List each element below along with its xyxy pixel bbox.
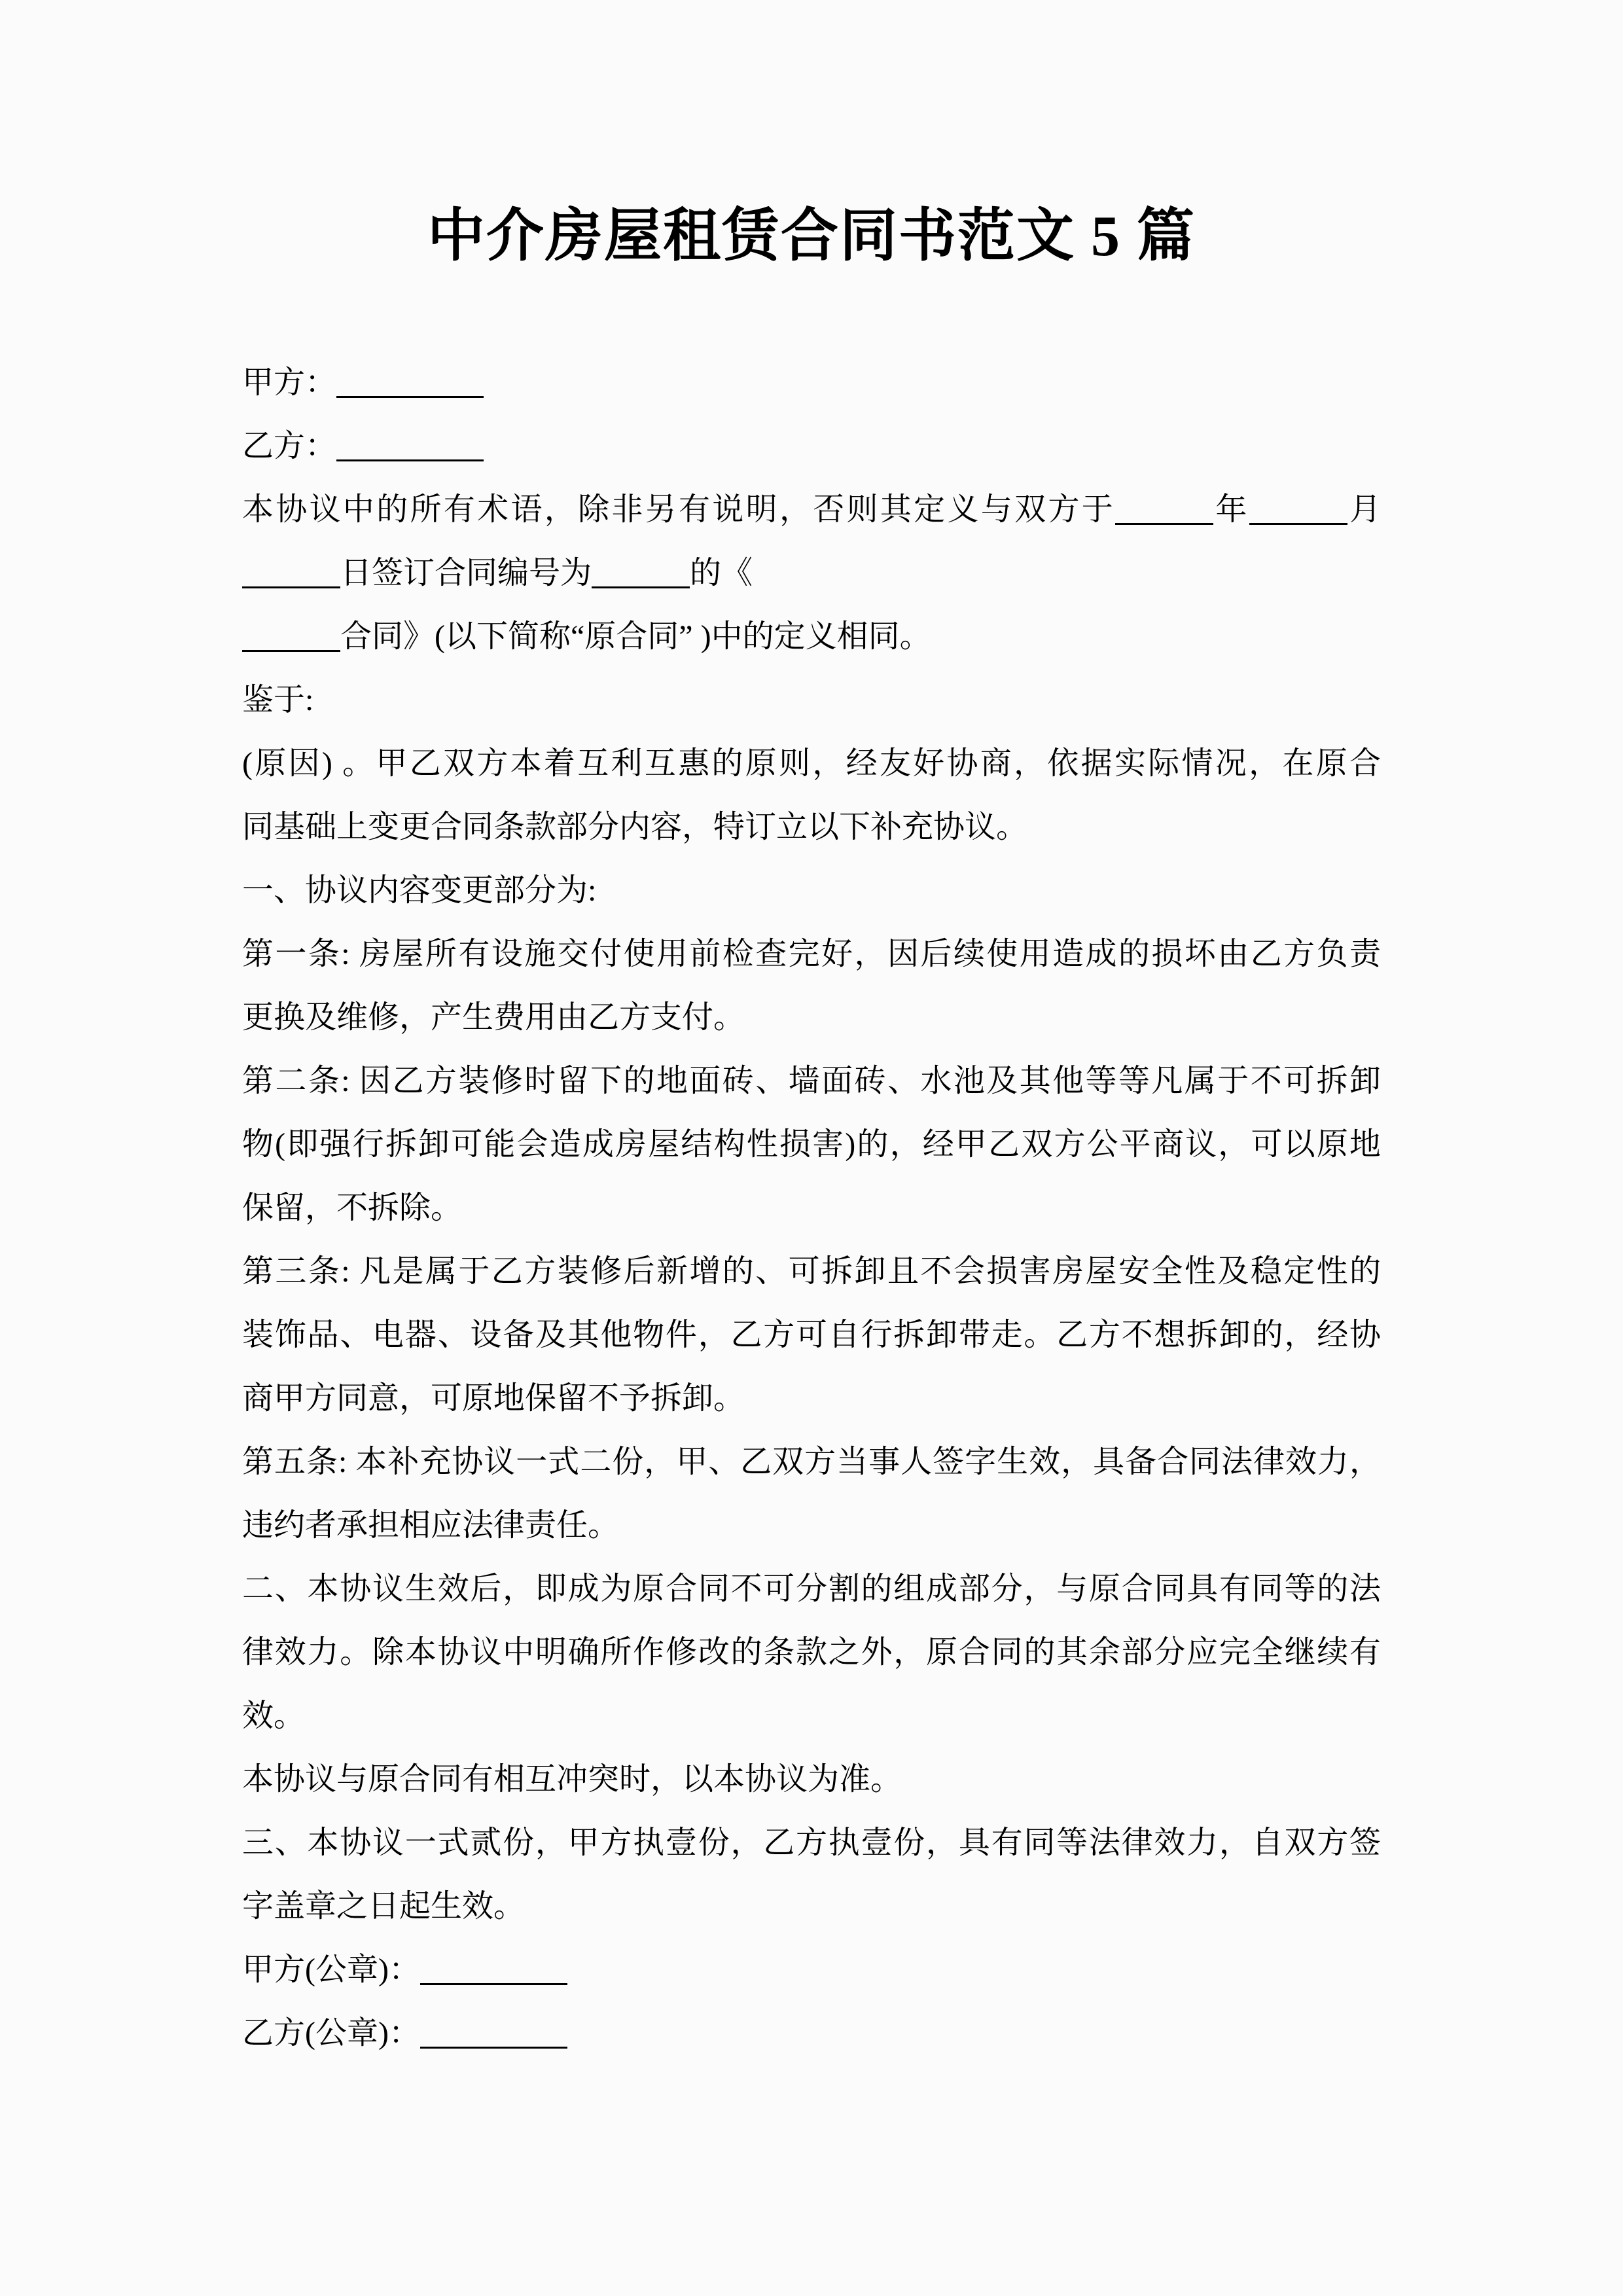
text-line: [242, 1874, 1381, 1938]
text-run: 日签订合同编号为: [340, 556, 592, 590]
text-run: 物(即强行拆卸可能会造成房屋结构性损害)的，经甲乙双方公平商议，可以原地: [242, 1127, 1381, 1162]
text-run: 保留，不拆除。: [242, 1191, 463, 1225]
text-line: [242, 541, 1381, 605]
text-run: 同基础上变更合同条款部分内容，特订立以下补充协议。: [242, 810, 1028, 844]
text-line: [242, 1621, 1381, 1684]
text-run: 第一条: 房屋所有设施交付使用前检查完好，因后续使用造成的损坏由乙方负责: [242, 937, 1381, 971]
text-run: 合同》(以下简称“原合同” )中的定义相同。: [340, 619, 931, 654]
blank-underline: [242, 560, 340, 588]
blank-underline: [420, 1957, 567, 1985]
text-line: [242, 1557, 1381, 1621]
text-line: [242, 1176, 1381, 1240]
text-line: [242, 1113, 1381, 1176]
text-run: 年: [1213, 492, 1249, 527]
text-run: 本协议中的所有术语，除非另有说明，否则其定义与双方于: [242, 492, 1116, 527]
text-line: [242, 1494, 1381, 1557]
text-run: 违约者承担相应法律责任。: [242, 1508, 620, 1543]
text-run: 一、协议内容变更部分为:: [242, 873, 597, 908]
text-line: [242, 986, 1381, 1049]
blank-underline: [1115, 497, 1213, 525]
blank-underline: [592, 560, 690, 588]
text-run: 效。: [242, 1698, 306, 1733]
blank-underline: [420, 2020, 567, 2049]
text-line: [242, 922, 1381, 986]
text-run: 乙方：: [242, 429, 337, 463]
text-line: [242, 1240, 1381, 1303]
text-line: [242, 668, 1381, 732]
text-run: 商甲方同意，可原地保留不予拆卸。: [242, 1381, 745, 1416]
text-run: 本协议与原合同有相互冲突时，以本协议为准。: [242, 1762, 902, 1797]
text-line: [242, 1938, 1381, 2001]
text-line: [242, 732, 1381, 795]
text-run: 第二条: 因乙方装修时留下的地面砖、墙面砖、水池及其他等等凡属于不可拆卸: [242, 1064, 1381, 1098]
text-run: 装饰品、电器、设备及其他物件，乙方可自行拆卸带走。乙方不想拆卸的，经协: [242, 1318, 1381, 1352]
blank-underline: [1249, 497, 1347, 525]
text-run: 更换及维修，产生费用由乙方支付。: [242, 1000, 745, 1035]
text-line: [242, 1811, 1381, 1874]
text-line: [242, 605, 1381, 668]
text-run: 律效力。除本协议中明确所作修改的条款之外，原合同的其余部分应完全继续有: [242, 1635, 1381, 1670]
text-run: 甲方(公章)：: [242, 1952, 420, 1987]
text-line: [242, 2001, 1381, 2065]
text-line: [242, 1684, 1381, 1748]
blank-underline: [336, 370, 484, 398]
text-run: 甲方：: [242, 365, 337, 400]
text-run: (原因) 。甲乙双方本着互利互惠的原则，经友好协商，依据实际情况，在原合: [242, 746, 1381, 781]
text-line: [242, 478, 1381, 541]
page-title: 中介房屋租赁合同书范文 5 篇: [427, 205, 1196, 268]
text-run: 三、本协议一式贰份，甲方执壹份，乙方执壹份，具有同等法律效力，自双方签: [242, 1825, 1381, 1860]
document-body: [242, 351, 1381, 2065]
text-run: 第五条: 本补充协议一式二份，甲、乙双方当事人签字生效，具备合同法律效力，: [242, 1444, 1381, 1479]
text-line: [242, 1303, 1381, 1367]
text-line: [242, 1430, 1381, 1494]
text-run: 字盖章之日起生效。: [242, 1889, 526, 1924]
text-run: 鉴于:: [242, 683, 314, 717]
text-run: 月: [1347, 492, 1381, 527]
text-line: [242, 351, 1381, 414]
text-line: [242, 414, 1381, 478]
text-line: [242, 1748, 1381, 1811]
text-run: 第三条: 凡是属于乙方装修后新增的、可拆卸且不会损害房屋安全性及稳定性的: [242, 1254, 1381, 1289]
text-run: 二、本协议生效后，即成为原合同不可分割的组成部分，与原合同具有同等的法: [242, 1571, 1381, 1606]
text-run: 的《: [690, 556, 753, 590]
text-line: [242, 859, 1381, 922]
text-line: [242, 1367, 1381, 1430]
blank-underline: [242, 624, 340, 652]
text-line: [242, 795, 1381, 859]
text-line: [242, 1049, 1381, 1113]
blank-underline: [336, 433, 484, 461]
text-run: 乙方(公章)：: [242, 2016, 420, 2051]
